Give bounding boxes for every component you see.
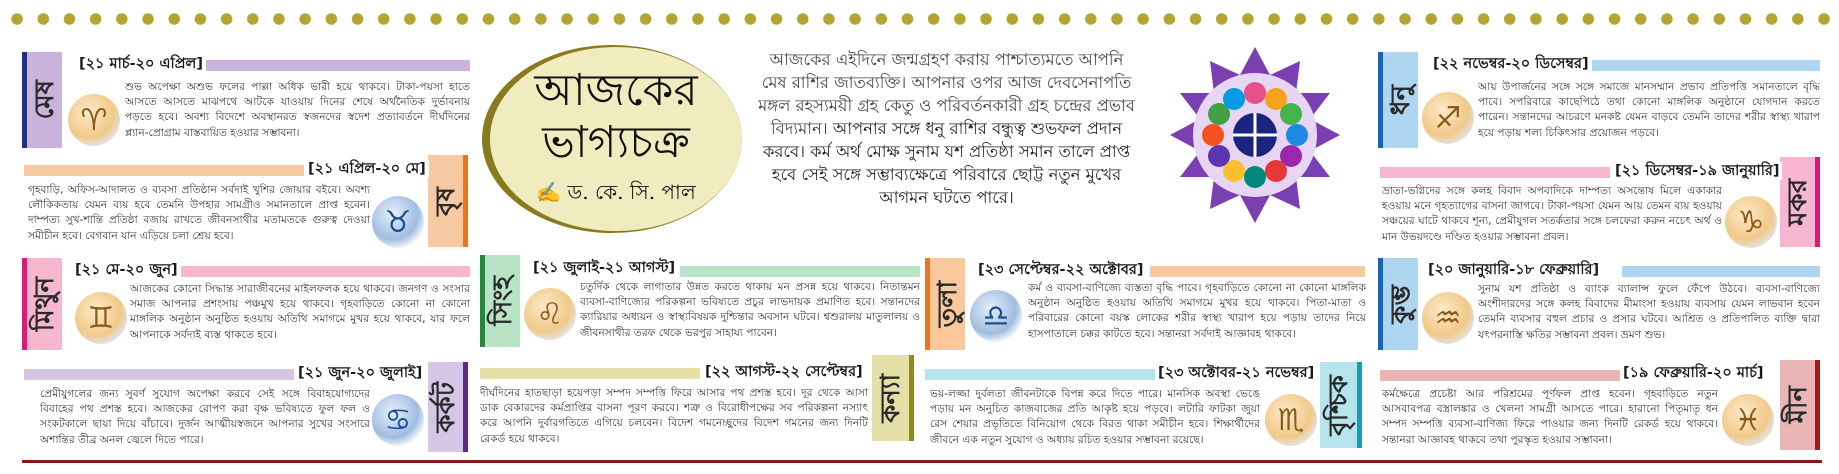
- brishchik-sign-tab: বৃশ্চিক: [1320, 362, 1362, 448]
- singha-sign-tab: সিংহ: [480, 255, 520, 347]
- author-line: [510, 180, 722, 204]
- pen-icon: ✍: [536, 180, 562, 204]
- brisha-text: গৃহবাড়ি, অফিস-আদালত ও ব্যবসা প্রতিষ্ঠান সর্বদাই খুশির জোয়ার বইবে। অবশ্য লৌকিকতায় যেমন ব্যয় হবে তেমনি উপহার সামগ্রীও সমানতালে প্রাপ্ত হবেন। দাম্পত্য সুখ-শান্তি প্রতিষ্ঠা বজায় রাখতে জীবনসাথীর মতামতকে গুরুত্ব দেওয়া সমীচীন হবে। বেগবান যান এড়িয়ে চলা শ্রেয় হবে।: [28, 184, 370, 242]
- kanya-date-bar: [480, 368, 700, 379]
- karkat-text: প্রেমীযুগলের জন্য সুবর্ণ সুযোগ অপেক্ষা করবে সেই সঙ্গে বিবাহযোগ্যদের বিবাহের পথ প্রশস্ত হবে। আজকের রোপণ করা বৃক্ষ ভবিষ্যতে ফুল ফল ও সংকটকালে ছায়া দিয়ে বাঁচাবে। দুর্জন আত্মীয়স্বজনে আপনার সুখের সংসারে অশান্তির তীব্র অনল জ্বেলে দিতে পারে।: [40, 388, 370, 446]
- meen-date-bar: [1380, 370, 1620, 381]
- mesh-sign-tab: মেষ: [22, 52, 62, 148]
- tula-date: [২৩ সেপ্টেম্বর-২২ অক্টোবর]: [975, 261, 1147, 279]
- zodiac-wheel-image: [1170, 47, 1340, 223]
- mithun-date-bar: [180, 266, 470, 277]
- meen-text: কর্মক্ষেত্রে প্রচেষ্টা আর পরিশ্রমের পূর্ণফল প্রাপ্ত হবেন। গৃহবাড়িতে নতুন আসবাবপত্র বস্ত্রালঙ্কার ও খেলনা সামগ্রী আসতে পারে। হারানো পিতৃমাতৃ ধন সম্পদ সম্পত্তি ব্যবসা-বাণিজ্য ফিরে পাওয়ার জন্য দিনটি রেকর্ড হয়ে থাকবে। সন্তানরা আজ্ঞাবহ থাকবে তথা পুরস্কৃত হওয়ার সম্ভাবনা।: [1382, 388, 1718, 446]
- title-line-2: ভাগ্যচক্র: [542, 117, 690, 168]
- pisces-icon: ♓: [1722, 394, 1774, 446]
- tula-date-bar: [1150, 266, 1365, 277]
- brisha-sign-tab: বৃষ: [428, 155, 468, 247]
- kanya-sign-tab: কন্যা: [872, 355, 914, 441]
- meen-sign-tab: মীন: [1780, 360, 1820, 450]
- karkat-date: [২১ জুন-২০ জুলাই]: [295, 364, 425, 382]
- singha-date-bar: [680, 266, 920, 277]
- dhanu-text: আয় উপার্জনের সঙ্গে সঙ্গে সমাজে মানসম্মান প্রভাব প্রতিপত্তি সমানতালে বৃদ্ধি পাবে। সপরিবারে কাছেপিঠে তথা কোনো মাঙ্গলিক অনুষ্ঠানে যোগদান করতে পারেন। সন্তানদের আচরণে মনকষ্ট যেমন বাড়বে তেমনি তাদের শরীর স্বাস্থ্য খারাপ হয়ে পড়ায় শল্য চিকিৎসার প্রয়োজন পড়বে।: [1478, 81, 1820, 139]
- makar-date-bar: [1380, 167, 1610, 178]
- meen-date: [১৯ ফেব্রুয়ারি-২০ মার্চ]: [1620, 364, 1767, 382]
- dhanu-date: [২২ নভেম্বর-২০ ডিসেম্বর]: [1430, 55, 1592, 73]
- mithun-sign-tab: মিথুন: [22, 258, 62, 350]
- kanya-date: [২২ আগস্ট-২২ সেপ্টেম্বর]: [702, 363, 866, 381]
- intro-part-1: আজকের এইদিনে জন্মগ্রহণ করায় পাশ্চাত্যমতে আপনি মেষ রাশির জাতব্যক্তি। আপনার ওপর আজ দেবসেনাপতি মঙ্গল রহস্যময়ী গ্রহ কেতু ও পরিবর্তনকারী গ্রহ চন্দ্রের প্রভাব বিদ্যমান।: [758, 50, 1135, 138]
- mesh-text: শুভ অপেক্ষা অশুভ ফলের পাল্লা অধিক ভারী হয়ে থাকবে। টাকা-পয়সা হাতে আসতে আসতে মাঝপথে আটকে যাওয়ায় দিনের শেষে অর্থনৈতিক দুর্ভাবনায় পড়তে হবে। অবশ্য বিদেশে অবস্থানরত স্বজনদের স্বদেশ প্রত্যাবর্তনে দীর্ঘদিনের প্ল্যান-প্রোগ্রাম বাস্তবায়িত হওয়ার সম্ভাবনা।: [125, 81, 470, 139]
- sagittarius-icon: ♐: [1422, 92, 1474, 144]
- dhanu-date-bar: [1570, 60, 1820, 71]
- aquarius-icon: ♒: [1422, 292, 1474, 344]
- intro-part-2: আপনার সঙ্গে ধনু রাশির বন্ধুত্ব শুভফল প্রদান করবে। কর্ম অর্থ মোক্ষ সুনাম যশ প্রতিষ্ঠা সমান তালে প্রাপ্ত হবে সেই সঙ্গে সম্ভাব্যক্ষেত্রে পরিবারে ছোট্ট নতুন মুখের আগমন ঘটতে পারে।: [762, 119, 1131, 207]
- cancer-icon: ♋: [372, 394, 424, 446]
- tula-text: কর্ম ও ব্যবসা-বাণিজ্যে ব্যস্ততা বৃদ্ধি পাবে। গৃহবাড়িতে কোনো না কোনো মাঙ্গলিক অনুষ্ঠান অনুষ্ঠিত হওয়ায় অতিথি সমাগমে মুখর হয়ে থাকবে। পিতা-মাতা ও পরিবারের কোনো বয়স্ক লোকের শরীর স্বাস্থ্য খারাপ হয়ে পড়ায় তাদের নিয়ে হাসপাতালে চক্কর কাটতে হবে। সন্তানরা সর্বদাই আজ্ঞাবহ থাকবে।: [1028, 282, 1366, 340]
- makar-sign-tab: মকর: [1780, 157, 1820, 247]
- author-name: ড. কে. সি. পাল: [567, 180, 696, 204]
- intro-text: [755, 48, 1138, 209]
- brishchik-text: ভয়-লজ্জা দুর্বলতা জীবনটাকে বিপন্ন করে দিতে পারে। মানসিক অবস্থা ভেঙে পড়ায় মন অনুচিত কাজবাজের প্রতি আকৃষ্ট হয়ে পড়বে। লটারি ফাটকা জুয়া রেস শেয়ার প্রভৃতিতে বিনিয়োগ থেকে বিরত থাকা সমীচীন হবে। শিক্ষার্থীদের জীবনে এক নতুন সুযোগ ও অধ্যায় রচিত হওয়ার সম্ভাবনা রয়েছে।: [930, 388, 1260, 446]
- aries-icon: ♈: [68, 94, 120, 146]
- makar-text: ভ্রাতা-ভগ্নিদের সঙ্গে কলহ বিবাদ অপবাদিকে দাম্পত্য অসন্তোষ মিলে একাকার হওয়ায় মনে গৃহত্যাগের বাসনা জাগবে। টাকা-পয়সা যেমন আয় তেমন ব্যয় হওয়ায় সঞ্চয়ের ঘাটে থাকবে শূন্য, প্রেমীযুগল সতর্কতার সঙ্গে চলফেরা করুন নচেৎ অর্থ ও মান উভয়দণ্ডে দণ্ডিত হওয়ার সম্ভাবনা প্রবল।: [1382, 185, 1722, 243]
- gemini-icon: ♊: [75, 292, 127, 344]
- title-line-1: আজকের: [534, 65, 698, 116]
- libra-icon: ♎: [970, 290, 1022, 342]
- singha-date: [২১ জুলাই-২১ আগস্ট]: [530, 259, 678, 277]
- kumbha-text: সুনাম যশ প্রতিষ্ঠা ও ব্যাংক ব্যালান্স ফুলে ফেঁপে উঠবে। ব্যবসা-বাণিজ্যে অংশীদারদের সঙ্গে কলহ বিবাদের মীমাংসা হওয়ায় ব্যবসায় যেমন লাভবান হবেন তেমনি ব্যবসার বহুল প্রচার ও প্রসার ঘটবে। আশ্রিত ও প্রতিপালিত ব্যক্তি দ্বারা যৎপরনাস্তি ক্ষতির সম্ভাবনা প্রবল। ভ্রমণ শুভ।: [1478, 283, 1820, 341]
- brisha-date: [২১ এপ্রিল-২০ মে]: [305, 160, 429, 178]
- top-dot-border: [0, 12, 1839, 26]
- taurus-icon: ♉: [372, 196, 424, 248]
- karkat-sign-tab: কর্কট: [428, 362, 468, 452]
- mesh-date: [২১ মার্চ-২০ এপ্রিল]: [76, 55, 206, 73]
- brishchik-date: [২৩ অক্টোবর-২১ নভেম্বর]: [1155, 364, 1317, 382]
- capricorn-icon: ♑: [1725, 196, 1777, 248]
- mithun-text: আজকের কোনো সিদ্ধান্ত সারাজীবনের মাইলফলক হয়ে থাকবে। জনগণ ও সংসার সমাজ আপনার প্রশংসায় পঞ্চমুখ হয়ে থাকবে। গৃহবাড়িতে কোনো না কোনো মাঙ্গলিক অনুষ্ঠান অনুষ্ঠিত হওয়ায় অতিথি সমাগমে মুখর হয়ে থাকবে, যার ফলে আপনাকে সর্বদাই ব্যস্ত থাকতে হবে।: [130, 283, 470, 341]
- brisha-date-bar: [24, 165, 304, 176]
- scorpio-icon: ♏: [1265, 394, 1317, 446]
- makar-date: [২১ ডিসেম্বর-১৯ জানুয়ারি]: [1612, 162, 1782, 180]
- singha-text: চতুর্দিক থেকে লাগাতার উন্নত করতে থাকায় মন প্রসন্ন হয়ে থাকবে। নিতান্তমন ব্যবসা-বাণিজ্যের পরিকল্পনা ভবিষ্যতে প্রচুর লাভদায়ক প্রমাণিত হবে। সন্তানদের ক্যারিয়ার অধ্যয়ন ও স্বাস্থ্যবিষয়ক দুশ্চিন্তার অবসান ঘটবে। শ্বশুরালয় মাতুলালয় ও জীবনসাথীর তরফ থেকে ভরপুর সাহায্য পাবেন।: [580, 281, 920, 339]
- karkat-date-bar: [24, 369, 294, 380]
- kanya-text: দীর্ঘদিনের হাতছাড়া হয়েপড়া সম্পদ সম্পত্তি ফিরে আসার পথ প্রশস্ত হবে। দূর থেকে আসা ডাক বেকারদের কর্মপ্রাপ্তির বাসনা পূরণ করবে। শত্রু ও বিরোধীপক্ষের সব পরিকল্পনা নস্যাৎ করে আপনি দুর্বারগতিতে এগিয়ে চলবেন। বিদেশ গমনেচ্ছুদের বিদেশ গমনের জন্য দিনটি রেকর্ড হয়ে থাকবে।: [480, 387, 868, 445]
- dhanu-sign-tab: ধনু: [1378, 52, 1418, 148]
- bottom-border-line: [22, 460, 1822, 463]
- leo-icon: ♌: [524, 288, 576, 340]
- kumbha-date-bar: [1622, 266, 1820, 277]
- kumbha-sign-tab: কুম্ভ: [1378, 258, 1418, 350]
- tula-sign-tab: তুলা: [925, 258, 965, 350]
- brishchik-date-bar: [925, 369, 1155, 380]
- mithun-date: [২১ মে-২০ জুন]: [72, 261, 181, 279]
- kumbha-date: [২০ জানুয়ারি-১৮ ফেব্রুয়ারি]: [1425, 261, 1602, 279]
